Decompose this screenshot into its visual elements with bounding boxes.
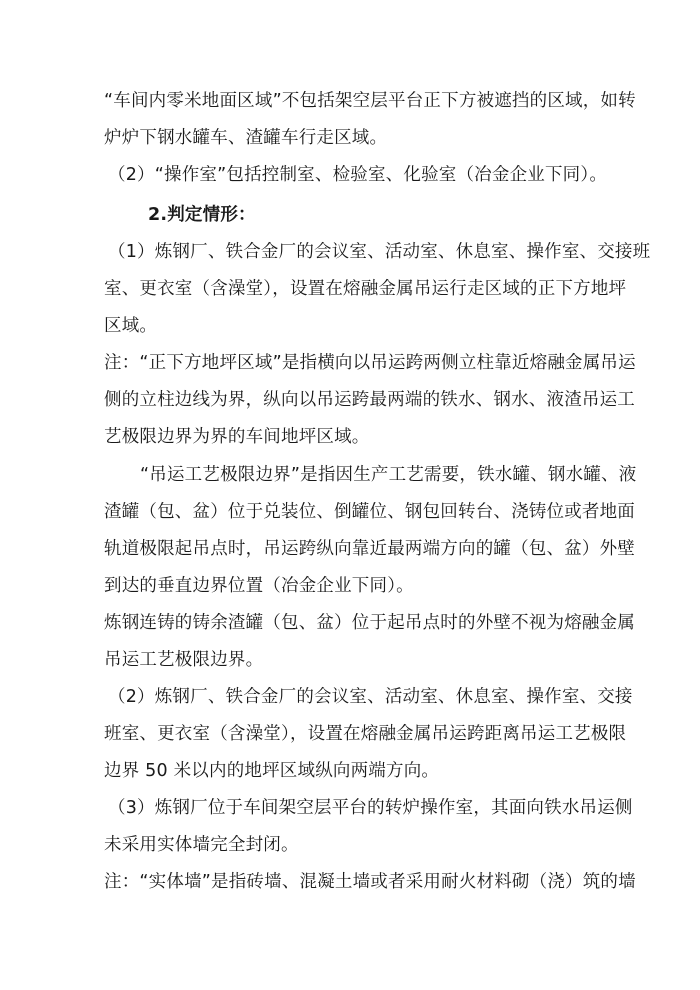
text-line: 艺极限边界为界的车间地坪区域。 — [104, 427, 370, 447]
text-line: “吊运工艺极限边界”是指因生产工艺需要，铁水罐、钢水罐、液 — [140, 465, 637, 485]
text-line: （2）“操作室”包括控制室、检验室、化验室（冶金企业下同）。 — [108, 165, 608, 185]
text-line: 炼钢连铸的铸余渣罐（包、盆）位于起吊点时的外壁不视为熔融金属 — [104, 613, 635, 633]
text-line: 室、更衣室（含澡堂），设置在熔融金属吊运行走区域的正下方地坪 — [104, 279, 627, 299]
text-line: 轨道极限起吊点时，吊运跨纵向靠近最两端方向的罐（包、盆）外壁 — [104, 539, 635, 559]
text-line: “车间内零米地面区域”不包括架空层平台正下方被遮挡的区域，如转 — [104, 91, 636, 111]
text-line: 到达的垂直边界位置（冶金企业下同）。 — [104, 576, 414, 596]
section-heading: 2.判定情形： — [148, 205, 256, 225]
text-line: 渣罐（包、盆）位于兑装位、倒罐位、钢包回转台、浇铸位或者地面 — [104, 502, 635, 522]
text-line: 未采用实体墙完全封闭。 — [104, 835, 299, 855]
text-line: 班室、更衣室（含澡堂），设置在熔融金属吊运跨距离吊运工艺极限 — [104, 724, 627, 744]
text-line: 炉炉下钢水罐车、渣罐车行走区域。 — [104, 128, 388, 148]
text-line: 侧的立柱边线为界，纵向以吊运跨最两端的铁水、钢水、液渣吊运工 — [104, 390, 635, 410]
text-line: （1）炼钢厂、铁合金厂的会议室、活动室、休息室、操作室、交接班 — [108, 242, 651, 262]
text-line: 注：“正下方地坪区域”是指横向以吊运跨两侧立柱靠近熔融金属吊运 — [104, 353, 636, 373]
text-line: 吊运工艺极限边界。 — [104, 650, 264, 670]
text-line: 边界 50 米以内的地坪区域纵向两端方向。 — [104, 761, 440, 781]
text-line: （2）炼钢厂、铁合金厂的会议室、活动室、休息室、操作室、交接 — [108, 687, 633, 707]
text-line: 注：“实体墙”是指砖墙、混凝土墙或者采用耐火材料砌（浇）筑的墙 — [104, 872, 636, 892]
text-line: （3）炼钢厂位于车间架空层平台的转炉操作室，其面向铁水吊运侧 — [108, 798, 633, 818]
text-line: 区域。 — [104, 316, 158, 336]
